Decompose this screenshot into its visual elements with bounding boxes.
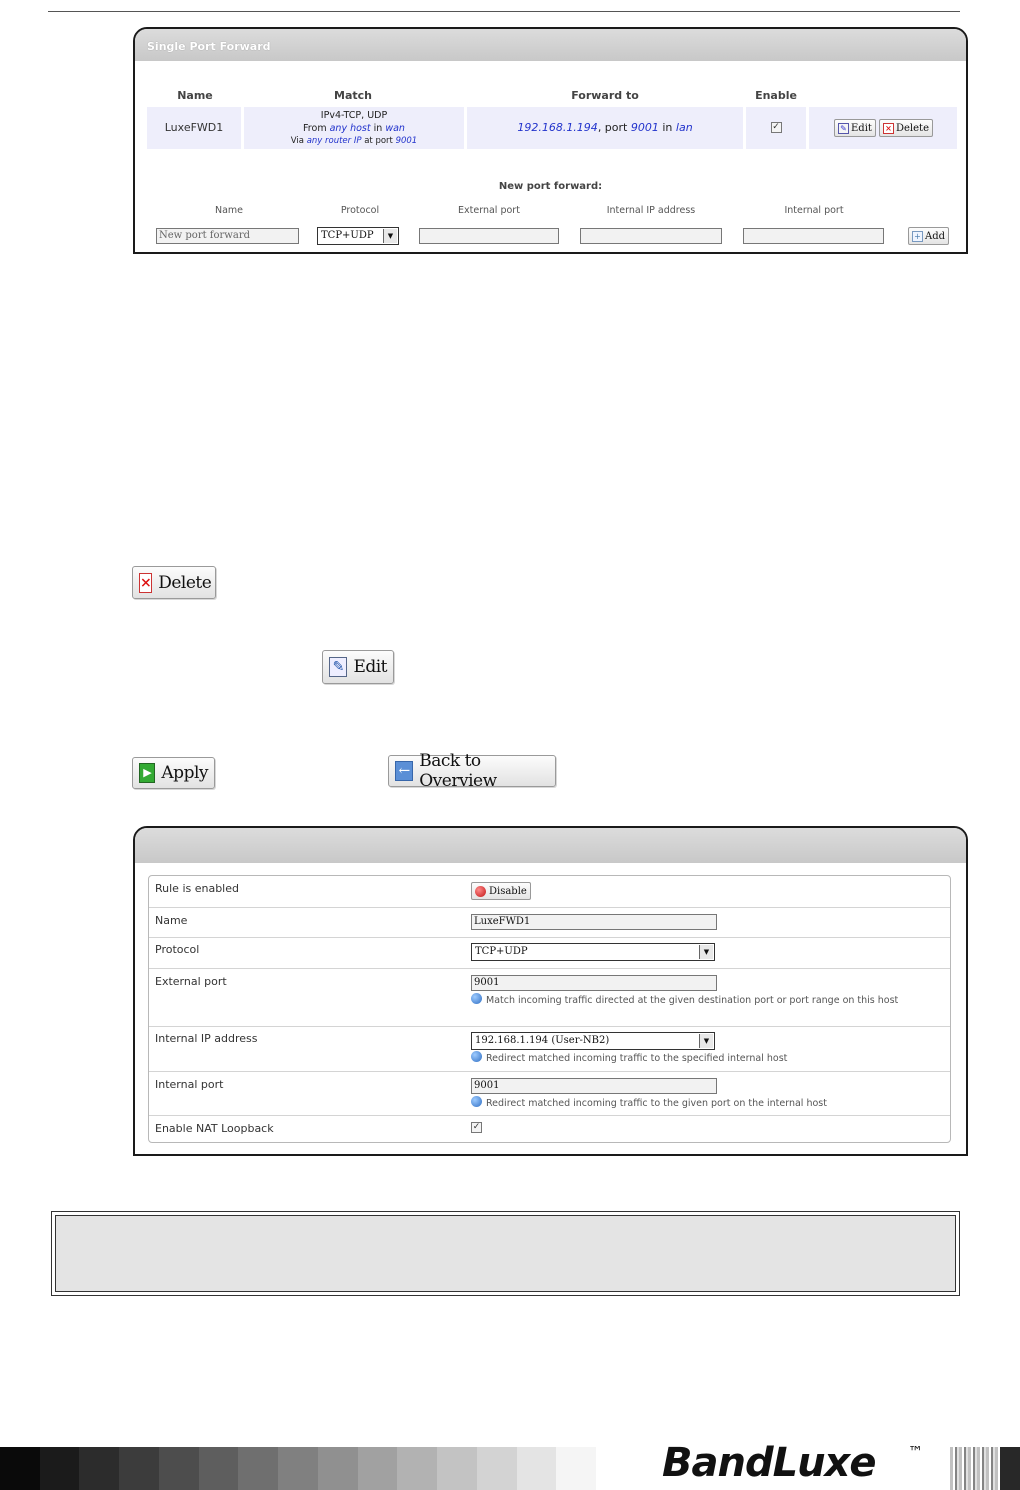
row-internal-port: Internal port 9001 Redirect matched incoming traffic to the given port on the internal host [149, 1071, 950, 1115]
gradient-step [278, 1447, 318, 1490]
rule-actions [809, 107, 957, 149]
note-box [51, 1211, 960, 1296]
footer-gradient-bar [0, 1447, 596, 1490]
column-header-match: Match [334, 89, 372, 102]
trademark-symbol: ™ [908, 1443, 923, 1461]
delete-icon: × [883, 123, 894, 134]
add-button[interactable]: + Add [908, 227, 949, 245]
new-protocol-select[interactable]: TCP+UDP ▼ [317, 227, 399, 245]
chevron-down-icon: ▼ [699, 1034, 713, 1048]
edit-icon: ✎ [838, 123, 849, 134]
row-name: Name LuxeFWD1 [149, 907, 950, 937]
back-arrow-icon: ← [395, 761, 413, 781]
footer-stripe [950, 1447, 1020, 1490]
gradient-step [40, 1447, 80, 1490]
gradient-step [437, 1447, 477, 1490]
column-header-enable: Enable [755, 89, 797, 102]
delete-button-large[interactable]: × Delete [132, 566, 216, 599]
apply-button[interactable]: ▶ Apply [132, 757, 215, 789]
protocol-select[interactable]: TCP+UDP ▼ [471, 943, 715, 961]
info-icon [471, 1051, 482, 1062]
info-icon [471, 1096, 482, 1107]
forward-ip-link[interactable]: 192.168.1.194 [517, 121, 598, 134]
internal-ip-hint: Redirect matched incoming traffic to the specified internal host [471, 1051, 931, 1066]
rule-form [148, 875, 951, 1143]
rule-match: IPv4-TCP, UDP From any host in wan Via any router IP at port 9001 [244, 107, 464, 149]
external-port-field[interactable]: 9001 [471, 975, 717, 991]
table-row [147, 107, 957, 149]
rule-enable-cell [746, 107, 806, 149]
gradient-step [0, 1447, 40, 1490]
gradient-step [159, 1447, 199, 1490]
new-column-internal-port: Internal port [784, 205, 844, 216]
nat-loopback-checkbox[interactable]: ✓ [472, 1122, 481, 1132]
column-header-name: Name [177, 89, 213, 102]
gradient-step [556, 1447, 596, 1490]
lan-link[interactable]: lan [675, 121, 693, 134]
single-port-forward-panel [133, 27, 968, 254]
internal-port-field[interactable]: 9001 [471, 1078, 717, 1094]
new-column-protocol: Protocol [340, 205, 380, 216]
rule-forward-to: 192.168.1.194, port 9001 in lan [467, 107, 743, 149]
back-to-overview-button[interactable]: ← Back to Overview [388, 755, 556, 787]
edit-rule-panel [133, 826, 968, 1156]
gradient-step [318, 1447, 358, 1490]
add-icon: + [912, 231, 923, 242]
row-internal-ip: Internal IP address 192.168.1.194 (User-NB2) ▼ Redirect matched incoming traffic to the specified internal host [149, 1026, 950, 1071]
gradient-step [199, 1447, 239, 1490]
panel-title [135, 828, 966, 863]
gradient-step [238, 1447, 278, 1490]
new-name-input[interactable]: New port forward [156, 228, 299, 244]
new-column-name: Name [214, 205, 244, 216]
stop-icon [475, 886, 486, 897]
edit-button[interactable]: ✎ Edit [834, 119, 876, 137]
row-nat-loopback: Enable NAT Loopback ✓ [149, 1115, 950, 1143]
note-content [55, 1215, 956, 1292]
new-internal-ip-input[interactable] [580, 228, 722, 244]
router-ip-link[interactable]: any router IP [306, 136, 362, 146]
gradient-step [397, 1447, 437, 1490]
new-forward-title: New port forward: [498, 181, 603, 192]
edit-icon: ✎ [329, 657, 347, 677]
gradient-step [517, 1447, 557, 1490]
disable-button[interactable]: Disable [471, 882, 531, 900]
external-port-hint: Match incoming traffic directed at the given destination port or port range on this host [471, 993, 931, 1008]
internal-port-hint: Redirect matched incoming traffic to the given port on the internal host [471, 1096, 931, 1111]
new-column-external-port: External port [458, 205, 520, 216]
gradient-step [79, 1447, 119, 1490]
info-icon [471, 993, 482, 1004]
chevron-down-icon: ▼ [699, 945, 713, 959]
row-rule-enabled: Rule is enabled Disable [149, 876, 950, 907]
chevron-down-icon: ▼ [383, 229, 397, 243]
new-external-port-input[interactable] [419, 228, 559, 244]
rule-name: LuxeFWD1 [147, 107, 241, 149]
column-header-forward-to: Forward to [571, 89, 639, 102]
play-icon: ▶ [139, 763, 155, 783]
gradient-step [477, 1447, 517, 1490]
header-rule [48, 11, 960, 12]
brand-logo: BandLuxe [662, 1440, 876, 1486]
gradient-step [358, 1447, 398, 1490]
row-protocol: Protocol TCP+UDP ▼ [149, 937, 950, 968]
rule-enable-checkbox[interactable]: ✓ [772, 122, 780, 132]
row-external-port: External port 9001 Match incoming traffic directed at the given destination port or port range on this host [149, 968, 950, 1026]
wan-link[interactable]: wan [385, 123, 405, 134]
delete-icon: × [140, 574, 152, 591]
edit-button-large[interactable]: ✎ Edit [322, 650, 394, 684]
delete-button[interactable]: × Delete [879, 119, 933, 137]
gradient-step [119, 1447, 159, 1490]
internal-ip-select[interactable]: 192.168.1.194 (User-NB2) ▼ [471, 1032, 715, 1050]
any-host-link[interactable]: any host [329, 123, 371, 134]
name-field[interactable]: LuxeFWD1 [471, 914, 717, 930]
new-internal-port-input[interactable] [743, 228, 884, 244]
new-column-internal-ip: Internal IP address [606, 205, 696, 216]
panel-title: Single Port Forward [135, 29, 966, 61]
